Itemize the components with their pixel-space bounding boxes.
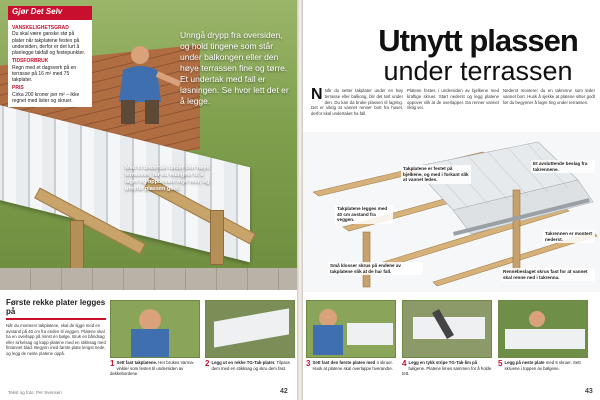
dropcap: N	[311, 86, 323, 103]
tip-heading: PRIS	[12, 85, 24, 92]
page-number: 42	[280, 388, 288, 395]
step-photo	[306, 300, 396, 358]
post	[70, 220, 84, 270]
step-2	[205, 300, 295, 371]
steps-intro	[6, 298, 106, 356]
step-4	[402, 300, 492, 377]
steps-text: Når du monterer takplatene, skal de ligge med en avstand på 40 cm fra enden til veggen. Platene skal ha en overlapp på minst én bølge. Bruk en båndsag eller sirkelsag og kapp platene med en stikksag med fintannet blad. Begynn med første plate lengst nede, og legg de neste platene oppå.	[6, 323, 106, 356]
intro-quote: Unngå drypp fra oversiden, og hold tingene som står under balkongen eller den høye terrassen fine og tørre. Et undertak med fall er løsningen. Se hvor lett det er å legge.	[180, 30, 289, 107]
step-text: 1 Sett fast takplatene. Her brukes Varma-vinkler som festes til undersiden av dekkebordene.	[110, 359, 195, 377]
left-page	[0, 0, 297, 400]
step-text: 4 Legg en tykk stripe TG-Tak-lim på bølgene. Platene limes sammen for å holde tett.	[402, 359, 492, 377]
tip-heading: VANSKELIGHETSGRAD	[12, 25, 69, 31]
diagram-label: Takrennen er montert nederst.	[543, 230, 595, 243]
body-column-3: Nederst monterer du en takrenne som leder vannet bort. Husk å sjekke at platene sitter godt før du begynner å lagre ting under terrassen.	[503, 88, 595, 105]
step-5	[498, 300, 588, 371]
right-page	[303, 0, 600, 400]
worker-figure	[95, 40, 185, 130]
step-photo	[498, 300, 588, 358]
step-photo	[205, 300, 295, 358]
page-footer: Tekst og foto: Per Svensen	[8, 390, 62, 395]
body-column-1: N Når du setter takplater under en høy terrasse eller balkong, blir det tørt under den. Du kan da bruke plassen til lagring. Det er viktig at vannet renner bort fra huset, derfor skal undertaket ha fall.	[311, 86, 403, 117]
paving-stones	[0, 268, 297, 290]
step-3	[306, 300, 396, 371]
step-text: 5 Legg på neste plate med 5 skruer. Sett skruene i toppen av bølgene.	[498, 359, 581, 371]
tip-text: Du skal være ganske stø på plater når takplatene festes på undersiden, derfor er det lurt å planlegge takfall og festepunkter.	[12, 31, 86, 56]
step-text: 3 Sett fast den første platen med 4 skruer. Husk at platene skal overlappe hverandre.	[306, 359, 393, 371]
brand-label: Gjør Det Selv	[12, 7, 63, 16]
title-line-1: Utnytt plassen	[378, 23, 578, 58]
diagram-label: Rennebeslaget skrus fast for at vannet skal renne ned i takrenna.	[501, 268, 595, 281]
tip-box	[8, 6, 92, 107]
page-number: 43	[585, 388, 593, 395]
diagram-label: Små klosser skrus på endene av takplatene slik at de har fall.	[328, 262, 423, 275]
step-text: 2 Legg ut en rekke TG-Tak-plater. Tilpass dem med en stikksag og skru dem fast.	[205, 359, 290, 371]
steps-title: Første rekke plater legges på	[6, 298, 106, 320]
tip-text: Cirka 200 kroner per m² – ikke regnet med lister og skruer.	[12, 91, 80, 104]
diagram-label: Takplatene er festet på bjelkene, og med i forkant slik at vannet ledes.	[401, 165, 471, 184]
article-title	[363, 25, 593, 85]
step-photo	[110, 300, 200, 358]
diagram-label: Et avsluttende beslag fra takrennene.	[531, 160, 595, 173]
post	[210, 210, 224, 265]
step-photo	[402, 300, 492, 358]
step-1	[110, 300, 200, 377]
tip-text: Regn med et dagsverk på en terrasse på 16 m² med 75 takplater.	[12, 64, 77, 83]
body-column-2: Platene festes i undersiden av bjelkene med kraftige skruer. Start nederst og legg platene oppover slik at de overlapper. Da renner vannet riktig vei.	[407, 88, 499, 111]
photo-caption: Med et undertak under den høye terrassen, får du mulighet til å lagre og oppbevare mye mer, og utnytte plassen godt.	[125, 165, 210, 192]
title-line-2: under terrassen	[383, 56, 573, 86]
diagram-label: Takplatene legges med 40 cm avstand fra veggen.	[335, 205, 393, 224]
tip-heading: TIDSFORBRUK	[12, 58, 49, 65]
